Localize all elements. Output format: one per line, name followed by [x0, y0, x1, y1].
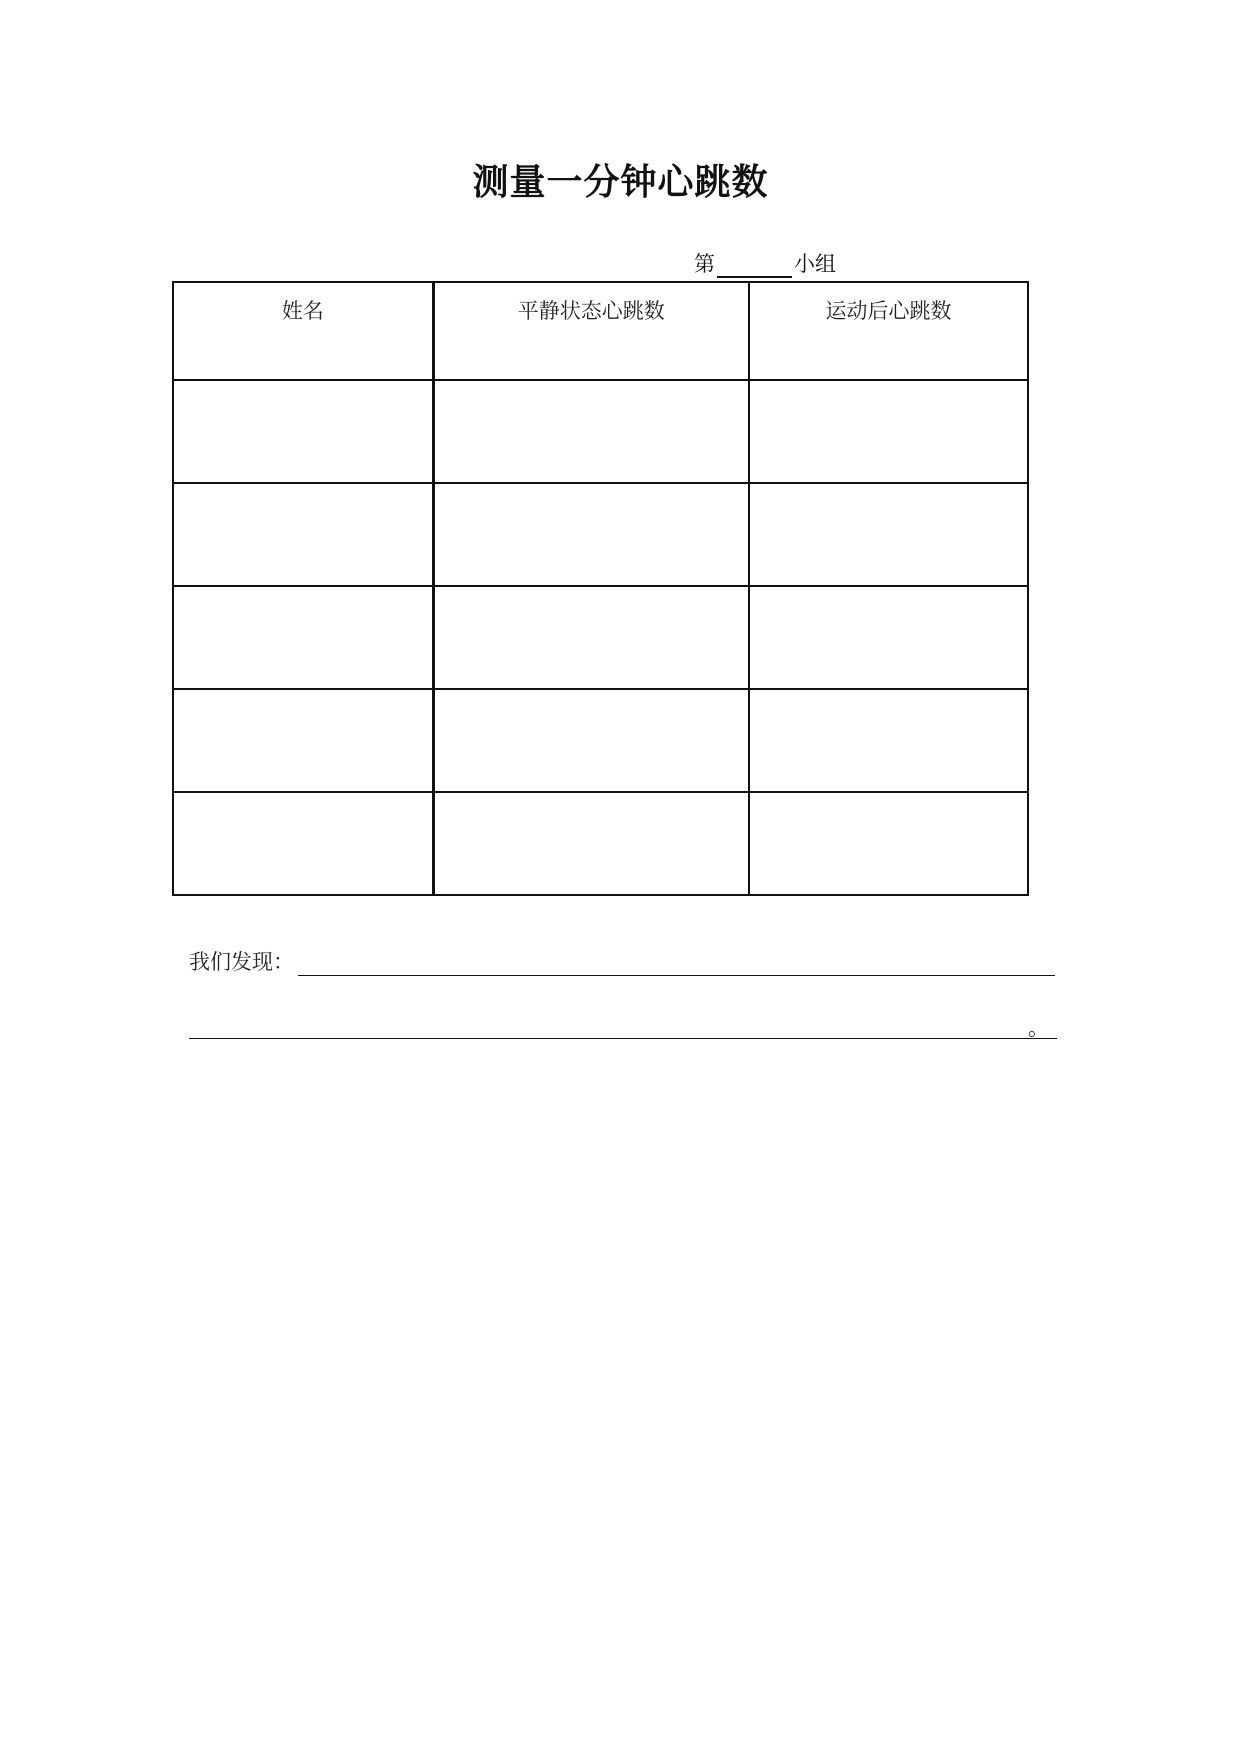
after-exercise-heartbeat-cell[interactable]: [749, 586, 1028, 689]
table-row: [173, 586, 1028, 689]
group-number-label: [694, 250, 836, 278]
table-row: [173, 380, 1028, 483]
findings-end-mark: 。: [1028, 1016, 1049, 1040]
after-exercise-heartbeat-cell[interactable]: [749, 483, 1028, 586]
findings-first-line: [189, 948, 1055, 976]
name-cell[interactable]: [173, 380, 433, 483]
group-suffix: 小组: [794, 252, 836, 276]
table-header-row: [173, 282, 1028, 380]
name-cell[interactable]: [173, 689, 433, 792]
resting-heartbeat-cell[interactable]: [433, 792, 749, 895]
after-exercise-heartbeat-cell[interactable]: [749, 792, 1028, 895]
findings-label: 我们发现：: [189, 950, 294, 974]
header-name: 姓名: [173, 282, 433, 380]
resting-heartbeat-cell[interactable]: [433, 483, 749, 586]
table-row: [173, 689, 1028, 792]
resting-heartbeat-cell[interactable]: [433, 586, 749, 689]
table-row: [173, 483, 1028, 586]
page-title: 测量一分钟心跳数: [472, 161, 769, 203]
name-cell[interactable]: [173, 483, 433, 586]
group-prefix: 第: [694, 252, 715, 276]
resting-heartbeat-cell[interactable]: [433, 380, 749, 483]
name-cell[interactable]: [173, 586, 433, 689]
header-after-exercise-heartbeat: 运动后心跳数: [749, 282, 1028, 380]
findings-blank-line-2[interactable]: [189, 1012, 1057, 1039]
group-number-blank[interactable]: [717, 252, 792, 278]
findings-blank-line-1[interactable]: [298, 951, 1055, 976]
name-cell[interactable]: [173, 792, 433, 895]
after-exercise-heartbeat-cell[interactable]: [749, 689, 1028, 792]
after-exercise-heartbeat-cell[interactable]: [749, 380, 1028, 483]
resting-heartbeat-cell[interactable]: [433, 689, 749, 792]
heartbeat-table: [172, 281, 1029, 896]
table-row: [173, 792, 1028, 895]
header-resting-heartbeat: 平静状态心跳数: [433, 282, 749, 380]
